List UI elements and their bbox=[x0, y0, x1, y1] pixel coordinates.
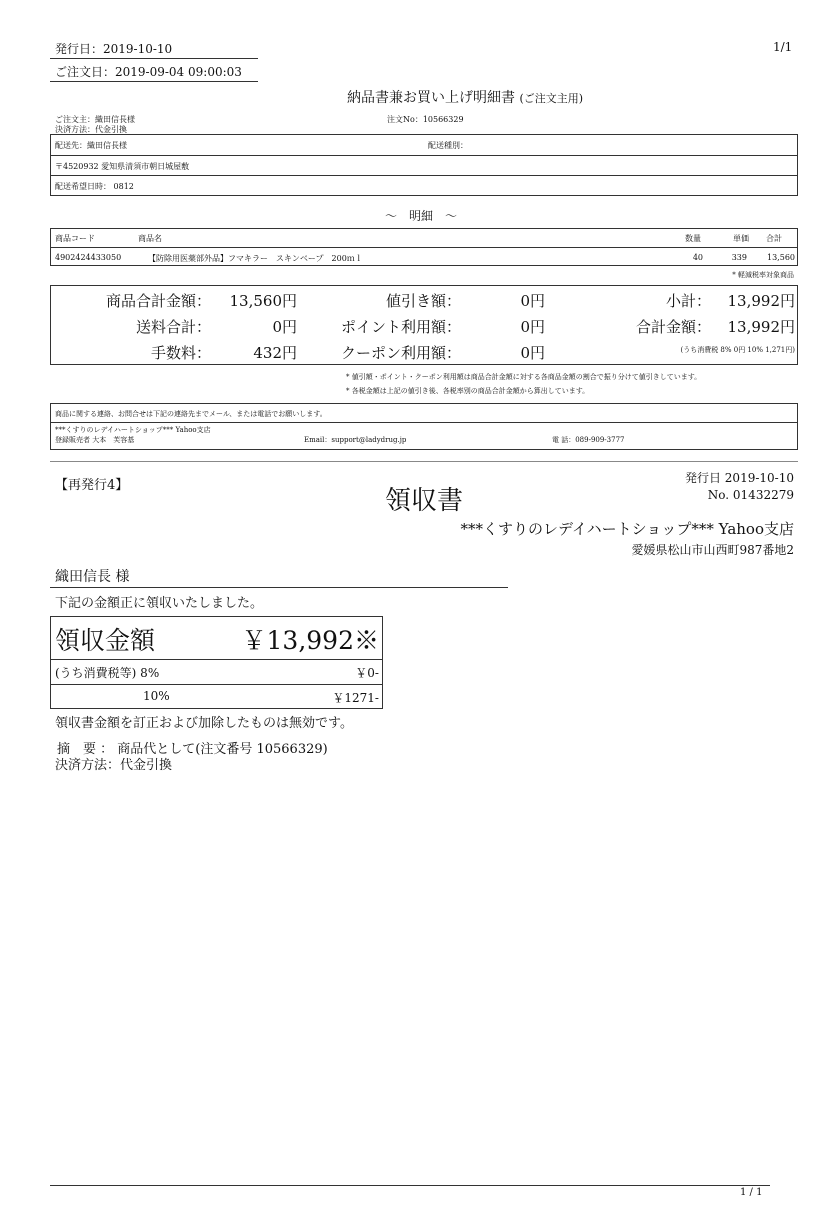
item-code: 4902424433050 bbox=[55, 253, 122, 262]
item-total: 13,560 bbox=[767, 253, 795, 262]
invalid-note: 領収書金額を訂正および加除したものは無効です。 bbox=[55, 716, 353, 731]
totals-box bbox=[50, 285, 798, 365]
ship-type: 配送種別： bbox=[428, 141, 468, 150]
tax-breakdown: (うち消費税 8% 0円 10% 1,271円) bbox=[680, 346, 795, 354]
point-value: 0円 bbox=[520, 318, 545, 336]
item-name: 【防除用医薬部外品】フマキラー スキンベープ 200ｍｌ bbox=[148, 254, 363, 263]
amount-row bbox=[51, 617, 382, 660]
customer-underline bbox=[50, 587, 508, 588]
header-name: 商品名 bbox=[138, 234, 162, 243]
divider bbox=[50, 58, 258, 59]
point-label: ポイント利用額： bbox=[340, 318, 461, 336]
registered-seller: 登録販売者 大本 芙容基 bbox=[55, 436, 135, 444]
amount-label: 領収金額 bbox=[55, 626, 156, 655]
issue-date: 発行日：2019-10-10 bbox=[55, 42, 173, 56]
coupon-label: クーポン利用額： bbox=[340, 344, 461, 362]
header-unit: 単価 bbox=[733, 234, 749, 243]
receipt-number: No. 01432279 bbox=[707, 488, 794, 502]
delivery-time: 配送希望日時： 0812 bbox=[55, 182, 134, 191]
receipt-issue-date: 発行日 2019-10-10 bbox=[684, 471, 794, 485]
discount-label: 値引き額： bbox=[385, 292, 461, 310]
receipt-payment: 決済方法：代金引換 bbox=[55, 758, 173, 773]
tax10-label: 10% bbox=[143, 689, 170, 703]
details-table bbox=[50, 228, 798, 266]
footer-divider bbox=[50, 1185, 770, 1186]
shipping-total-label: 送料合計： bbox=[135, 318, 211, 336]
reissue-label: 【再発行4】 bbox=[55, 478, 129, 493]
address: 〒4520932 愛知県清須市朝日城屋敷 bbox=[55, 162, 190, 171]
shop-name: ***くすりのレデイハートショップ*** Yahoo支店 bbox=[55, 426, 211, 434]
details-header-row bbox=[51, 229, 797, 248]
note-2: * 各税金額は上記の値引き後、各税率別の商品合計金額から算出しています。 bbox=[346, 387, 590, 395]
ship-to: 配送先：織田信長様 bbox=[55, 141, 127, 150]
fee-value: 432円 bbox=[253, 344, 297, 362]
item-qty: 40 bbox=[692, 253, 703, 262]
shipping-row bbox=[51, 135, 797, 156]
shipping-box bbox=[50, 134, 798, 196]
note-1: * 値引額・ポイント・クーポン利用額は商品合計金額に対する各商品金額の割合で振り分けて値引きしています。 bbox=[346, 373, 702, 381]
details-heading: ～ 明細 ～ bbox=[385, 209, 458, 223]
tax8-row bbox=[51, 659, 382, 685]
section-divider bbox=[50, 461, 798, 462]
item-unit: 339 bbox=[731, 253, 747, 262]
subtotal-label: 小計： bbox=[665, 292, 711, 310]
document-title bbox=[347, 87, 583, 107]
receipt-customer: 織田信長 様 bbox=[55, 569, 130, 585]
page-number: 1/1 bbox=[773, 40, 793, 54]
fee-label: 手数料： bbox=[150, 344, 211, 362]
receipt-shop-address: 愛媛県松山市山西町987番地2 bbox=[631, 543, 794, 557]
contact-tel: 電 話：089-909-3777 bbox=[552, 436, 625, 444]
subtotal-value: 13,992円 bbox=[727, 292, 795, 310]
contact-box bbox=[50, 403, 798, 450]
goods-total-label: 商品合計金額： bbox=[105, 292, 211, 310]
tax10-value: ￥1271- bbox=[332, 691, 379, 705]
header-qty: 数量 bbox=[685, 234, 701, 243]
tax8-value: ￥0- bbox=[355, 666, 379, 680]
tax-label: (うち消費税等) 8% bbox=[55, 666, 160, 680]
received-text: 下記の金額正に領収いたしました。 bbox=[55, 596, 264, 611]
contact-notice: 商品に関する連絡、お問合せは下記の連絡先までメール、または電話でお願いします。 bbox=[55, 410, 327, 418]
order-number: 注文No：10566329 bbox=[387, 115, 464, 124]
footer-page-number: 1 / 1 bbox=[740, 1187, 763, 1198]
grand-total-label: 合計金額： bbox=[635, 318, 711, 336]
reduced-tax-note: * 軽減税率対象商品 bbox=[732, 271, 794, 279]
document-title-sub: (ご注文主用) bbox=[519, 92, 584, 105]
receipt-title: 領収書 bbox=[385, 486, 464, 516]
receipt-shop-name: ***くすりのレデイハートショップ*** Yahoo支店 bbox=[460, 520, 794, 538]
discount-value: 0円 bbox=[520, 292, 545, 310]
shipping-total-value: 0円 bbox=[272, 318, 297, 336]
receipt-amount-box bbox=[50, 616, 383, 709]
order-date: ご注文日：2019-09-04 09:00:03 bbox=[55, 65, 242, 79]
document-title-text: 納品書兼お買い上げ明細書 bbox=[347, 90, 515, 106]
contact-notice-row bbox=[51, 404, 797, 423]
orderer: ご注文主：織田信長様 bbox=[55, 115, 135, 124]
payment-method: 決済方法：代金引換 bbox=[55, 125, 127, 134]
header-total: 合計 bbox=[766, 234, 782, 243]
goods-total-value: 13,560円 bbox=[229, 292, 297, 310]
header-code: 商品コード bbox=[55, 234, 95, 243]
coupon-value: 0円 bbox=[520, 344, 545, 362]
amount-value: ￥13,992※ bbox=[241, 626, 379, 655]
divider bbox=[50, 81, 258, 82]
grand-total-value: 13,992円 bbox=[727, 318, 795, 336]
receipt-summary: 摘 要 ： 商品代として(注文番号 10566329) bbox=[57, 742, 328, 757]
contact-email: Email：support@ladydrug.jp bbox=[304, 436, 407, 444]
address-row bbox=[51, 155, 797, 176]
